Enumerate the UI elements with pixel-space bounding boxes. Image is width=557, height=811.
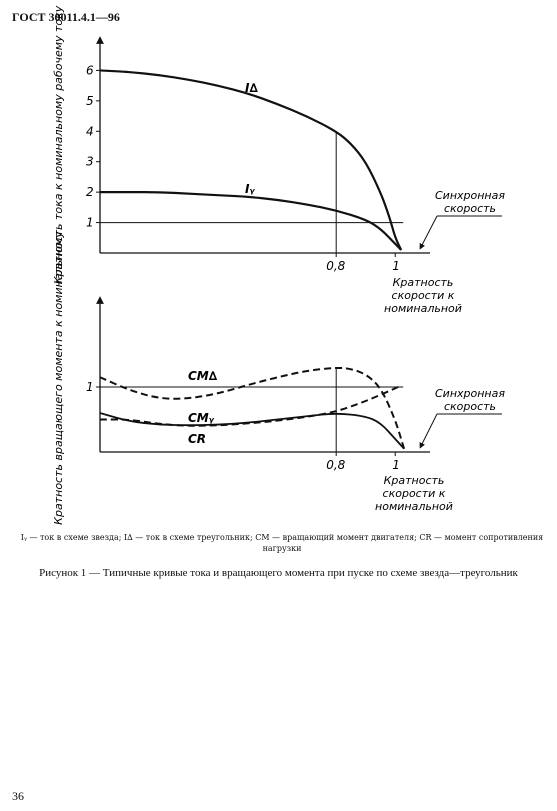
y-tick-label: 1	[86, 215, 94, 230]
legend-note: Iᵧ — ток в схеме звезда; I∆ — ток в схеме треугольник; CM — вращающий момент двигателя; CR — момент сопротивления нагрузки	[20, 533, 544, 553]
series-label: CR	[188, 432, 207, 446]
y-tick-label: 5	[86, 93, 94, 108]
series-line-0	[100, 368, 404, 449]
x-tick-label: 1	[392, 458, 400, 472]
page-number: 36	[12, 789, 24, 803]
figure-caption: Рисунок 1 — Типичные кривые тока и вращающего момента при пуске по схеме звезда—треугольник	[39, 567, 518, 579]
series-label: CM∆	[188, 369, 218, 383]
series-label: Iᵧ	[245, 182, 255, 196]
y-tick-label: 1	[86, 380, 94, 394]
y-axis-label: Кратность тока к номинальному рабочему току	[52, 5, 65, 285]
annotation-leader	[421, 216, 437, 247]
series-label: I∆	[245, 81, 258, 95]
chart-current	[52, 5, 505, 315]
document-header: ГОСТ 30011.4.1—96	[12, 10, 120, 24]
series-line-1	[100, 192, 401, 250]
series-line-2	[100, 386, 401, 426]
x-tick-label: 0,8	[326, 458, 346, 472]
series-line-1	[100, 413, 404, 449]
annotation-leader	[421, 414, 437, 446]
y-tick-label: 6	[86, 63, 94, 78]
x-tick-label: 1	[392, 259, 400, 273]
series-label: CMᵧ	[188, 411, 214, 425]
annotation-synchronous-speed: Синхронная скорость	[435, 387, 505, 413]
y-tick-label: 2	[86, 185, 94, 200]
y-tick-label: 4	[86, 124, 94, 139]
chart-torque	[52, 231, 505, 525]
x-axis-label: Кратность скорости к номинальной	[375, 474, 453, 513]
x-axis-label: Кратность скорости к номинальной	[384, 276, 462, 315]
x-tick-label: 0,8	[326, 259, 346, 273]
y-axis-label: Кратность вращающего момента к номинальному	[52, 231, 65, 525]
y-tick-label: 3	[86, 154, 94, 169]
annotation-synchronous-speed: Синхронная скорость	[435, 189, 505, 215]
